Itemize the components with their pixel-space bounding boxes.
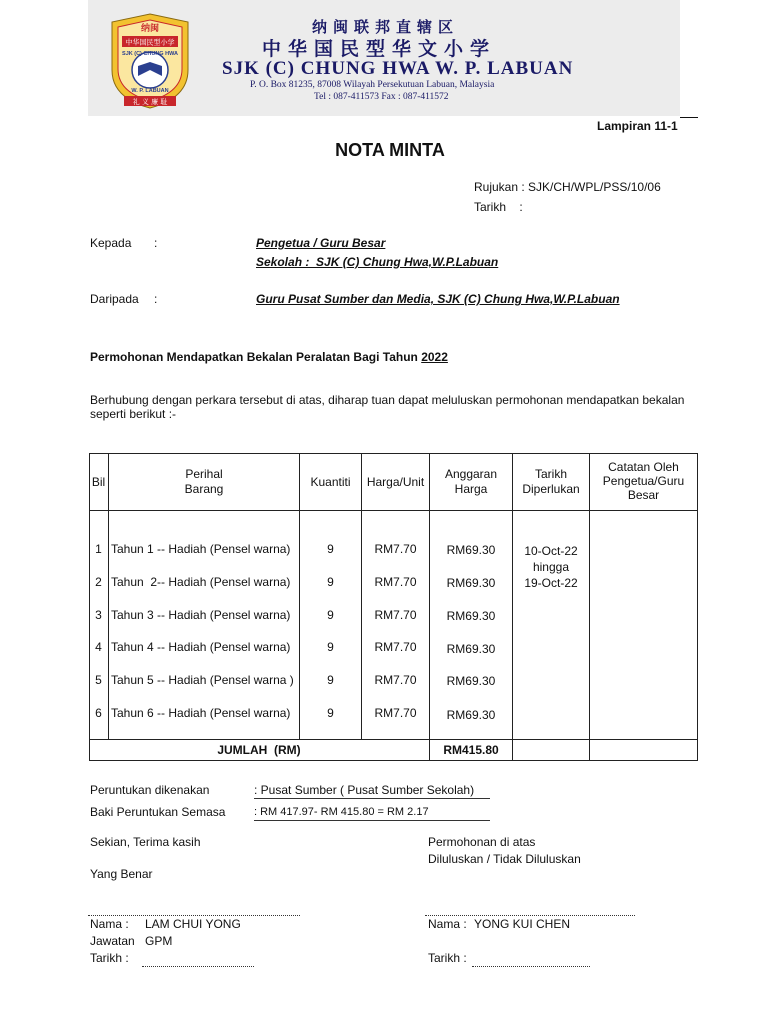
header-tarikh-2: Diperlukan: [522, 482, 580, 496]
approval-line-1: Permohonan di atas: [428, 835, 536, 849]
total-value: RM415.80: [443, 743, 499, 757]
row-5-kuantiti: 9: [327, 673, 334, 687]
row-5-perihal: Tahun 5 -- Hadiah (Pensel warna ): [111, 673, 294, 687]
row-4-harga: RM7.70: [374, 640, 417, 654]
table-rule-top: [89, 453, 698, 454]
header-kuantiti: Kuantiti: [310, 475, 351, 489]
chinese-school-line: 中华国民型华文小学: [262, 38, 497, 60]
document-title: NOTA MINTA: [335, 140, 445, 160]
tarikh-top: Tarikh :: [474, 200, 523, 214]
row-3-anggaran: RM69.30: [446, 609, 496, 623]
subject-year: 2022: [421, 350, 448, 364]
daripada-colon: :: [154, 292, 158, 306]
header-anggaran-1: Anggaran: [444, 467, 498, 481]
header-bil: Bil: [91, 475, 106, 489]
row-2-kuantiti: 9: [327, 575, 334, 589]
row-4-bil: 4: [95, 640, 102, 654]
daripada-label: Daripada: [90, 292, 139, 306]
sign-left-nama: LAM CHUI YONG: [145, 917, 241, 931]
signature-line-left: [88, 915, 300, 916]
sign-left-nama-label: Nama :: [90, 917, 129, 931]
row-5-anggaran: RM69.30: [446, 674, 496, 688]
sign-left-tarikh-label: Tarikh :: [90, 951, 129, 965]
row-3-bil: 3: [95, 608, 102, 622]
table-col-right: [697, 453, 698, 761]
row-4-kuantiti: 9: [327, 640, 334, 654]
sign-right-tarikh-label: Tarikh :: [428, 951, 467, 965]
table-col-kuantiti: [361, 453, 362, 740]
lampiran-label: Lampiran 11-1: [597, 119, 678, 133]
row-3-kuantiti: 9: [327, 608, 334, 622]
sign-left-jawatan-label: Jawatan: [90, 934, 135, 948]
total-label: JUMLAH (RM): [217, 743, 301, 757]
kepada-label: Kepada: [90, 236, 132, 250]
sign-left-jawatan: GPM: [145, 934, 173, 948]
rujukan-ref: Rujukan : SJK/CH/WPL/PSS/10/06: [474, 180, 661, 194]
logo-banner-text: 中华国民型小学: [125, 38, 175, 47]
sign-right-tarikh-line: [472, 966, 590, 967]
row-6-anggaran: RM69.30: [446, 708, 496, 722]
date-from: 10-Oct-22: [524, 544, 578, 558]
row-4-perihal: Tahun 4 -- Hadiah (Pensel warna): [111, 640, 291, 654]
row-2-anggaran: RM69.30: [446, 576, 496, 590]
row-1-kuantiti: 9: [327, 542, 334, 556]
row-2-perihal: Tahun 2-- Hadiah (Pensel warna): [111, 575, 291, 589]
row-3-perihal: Tahun 3 -- Hadiah (Pensel warna): [111, 608, 291, 622]
logo-sub-text: W. P. LABUAN: [131, 88, 169, 94]
subject-line: [90, 350, 448, 364]
table-rule-bottom: [89, 760, 698, 761]
school-phone: Tel : 087-411573 Fax : 087-411572: [314, 92, 449, 102]
logo-top-text: 纳闽: [140, 24, 160, 34]
baki-underline: [254, 820, 490, 821]
request-table: [89, 453, 698, 761]
date-separator: hingga: [532, 560, 570, 574]
table-col-anggaran: [512, 453, 513, 761]
peruntukan-underline: [254, 798, 490, 799]
closing-yang-benar: Yang Benar: [90, 867, 153, 881]
request-paragraph: Berhubung dengan perkara tersebut di atas, diharap tuan dapat meluluskan permohonan mendapatkan bekalan seperti berikut :-: [90, 393, 685, 421]
kepada-school: Sekolah : SJK (C) Chung Hwa,W.P.Labuan: [256, 255, 499, 269]
header-catatan-1: Catatan Oleh: [608, 460, 679, 474]
header-catatan-2: Pengetua/Guru: [602, 474, 685, 488]
peruntukan-label: Peruntukan dikenakan: [90, 783, 210, 797]
sign-right-nama-label: Nama :: [428, 917, 467, 931]
row-5-bil: 5: [95, 673, 102, 687]
row-3-harga: RM7.70: [374, 608, 417, 622]
table-rule-header: [89, 510, 698, 511]
header-harga-unit: Harga/Unit: [366, 475, 425, 489]
logo-arc-text: SJK (C) CHUNG HWA: [122, 51, 178, 57]
row-1-anggaran: RM69.30: [446, 543, 496, 557]
row-4-anggaran: RM69.30: [446, 642, 496, 656]
row-5-harga: RM7.70: [374, 673, 417, 687]
row-6-kuantiti: 9: [327, 706, 334, 720]
row-2-harga: RM7.70: [374, 575, 417, 589]
table-rule-total: [89, 739, 698, 740]
school-name: SJK (C) CHUNG HWA W. P. LABUAN: [222, 58, 574, 79]
row-6-bil: 6: [95, 706, 102, 720]
peruntukan-value: : Pusat Sumber ( Pusat Sumber Sekolah): [254, 783, 475, 797]
signature-line-right: [425, 915, 635, 916]
header-perihal-1: Perihal: [185, 467, 223, 481]
kepada-recipient: Pengetua / Guru Besar: [256, 236, 386, 250]
sign-right-nama: YONG KUI CHEN: [474, 917, 571, 931]
school-address: P. O. Box 81235, 87008 Wilayah Persekutuan Labuan, Malaysia: [250, 80, 495, 90]
table-col-bil: [108, 453, 109, 740]
header-catatan-3: Besar: [627, 488, 660, 502]
school-crest-logo: [110, 12, 190, 110]
header-perihal-2: Barang: [184, 482, 224, 496]
logo-motto: 礼 义 廉 耻: [132, 98, 168, 106]
row-1-perihal: Tahun 1 -- Hadiah (Pensel warna): [111, 542, 291, 556]
baki-label: Baki Peruntukan Semasa: [90, 805, 226, 819]
daripada-sender: Guru Pusat Sumber dan Media, SJK (C) Chung Hwa,W.P.Labuan: [256, 292, 620, 306]
header-anggaran-2: Harga: [454, 482, 488, 496]
row-6-harga: RM7.70: [374, 706, 417, 720]
chinese-region-line: 纳闽联邦直辖区: [312, 18, 460, 36]
sign-left-tarikh-line: [142, 966, 254, 967]
subject-text: Permohonan Mendapatkan Bekalan Peralatan Bagi Tahun: [90, 350, 422, 364]
lampiran-rule: [680, 117, 698, 118]
table-col-perihal: [299, 453, 300, 740]
baki-value: : RM 417.97- RM 415.80 = RM 2.17: [254, 806, 429, 818]
row-6-perihal: Tahun 6 -- Hadiah (Pensel warna): [111, 706, 291, 720]
closing-thanks: Sekian, Terima kasih: [90, 835, 201, 849]
date-to: 19-Oct-22: [524, 576, 578, 590]
row-1-harga: RM7.70: [374, 542, 417, 556]
header-tarikh-1: Tarikh: [534, 467, 567, 481]
approval-line-2: Diluluskan / Tidak Diluluskan: [428, 852, 581, 866]
kepada-colon: :: [154, 236, 158, 250]
row-1-bil: 1: [95, 542, 102, 556]
row-2-bil: 2: [95, 575, 102, 589]
